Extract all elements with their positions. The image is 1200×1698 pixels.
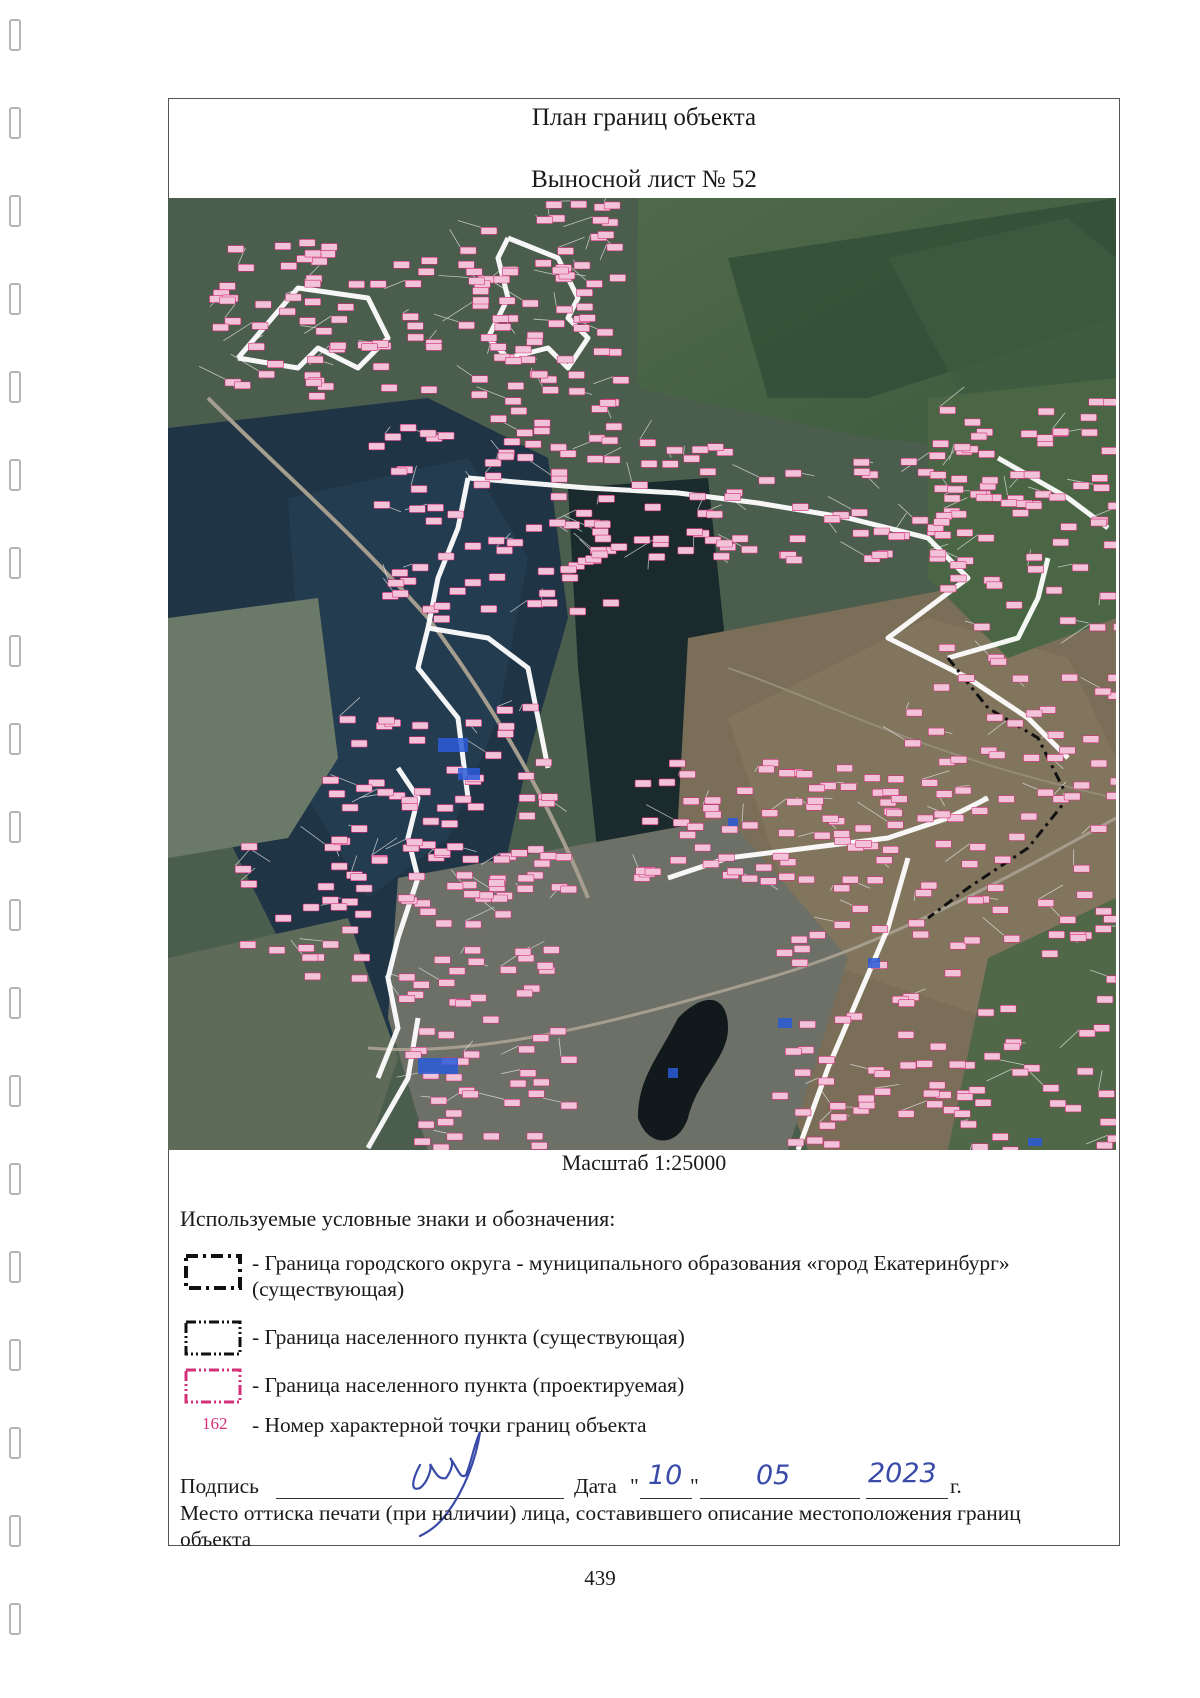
page-title: План границ объекта [531, 104, 757, 131]
date-month: 05 [756, 1460, 791, 1491]
month-underline [700, 1498, 860, 1499]
day-underline [640, 1498, 692, 1499]
date-year-suffix: г. [950, 1474, 962, 1498]
legend-item-city-boundary [180, 1250, 1080, 1301]
date-quote-open: " [630, 1474, 639, 1498]
date-year: 2023 [868, 1458, 937, 1489]
legend-item-settlement-planned [180, 1364, 1080, 1408]
page-number: 439 [584, 1566, 616, 1590]
legend-text-point-number: - Номер характерной точки границ объекта [252, 1413, 647, 1437]
binding-holes [0, 0, 40, 1698]
stamp-caption: Место оттиска печати (при наличии) лица, составившего описание местоположения границ объекта [180, 1501, 1021, 1551]
legend-item-settlement-existing [180, 1316, 1080, 1360]
sheet-number: Выносной лист № 52 [531, 166, 757, 193]
satellite-map [168, 198, 1116, 1150]
date-quote-close: " [690, 1474, 699, 1498]
signature-label: Подпись [180, 1474, 259, 1498]
legend-text-settlement-existing: - Граница населенного пункта (существующая) [252, 1325, 685, 1349]
legend-item-point-number [180, 1410, 1080, 1454]
date-label: Дата [574, 1474, 617, 1498]
settlement-existing-boundary-icon [182, 1318, 244, 1358]
city-boundary-icon [182, 1252, 244, 1292]
settlement-planned-boundary-icon [182, 1366, 244, 1406]
legend-title: Используемые условные знаки и обозначения: [180, 1206, 616, 1231]
point-number-icon: 162 [202, 1414, 228, 1433]
year-underline [866, 1498, 948, 1499]
legend-text-settlement-planned: - Граница населенного пункта (проектируемая) [252, 1373, 685, 1397]
date-day: 10 [648, 1460, 683, 1491]
legend-text-city-boundary: - Граница городского округа - муниципального образования «город Екатеринбург» (существующая) [252, 1251, 1010, 1301]
map-scale: Масштаб 1:25000 [561, 1150, 727, 1175]
